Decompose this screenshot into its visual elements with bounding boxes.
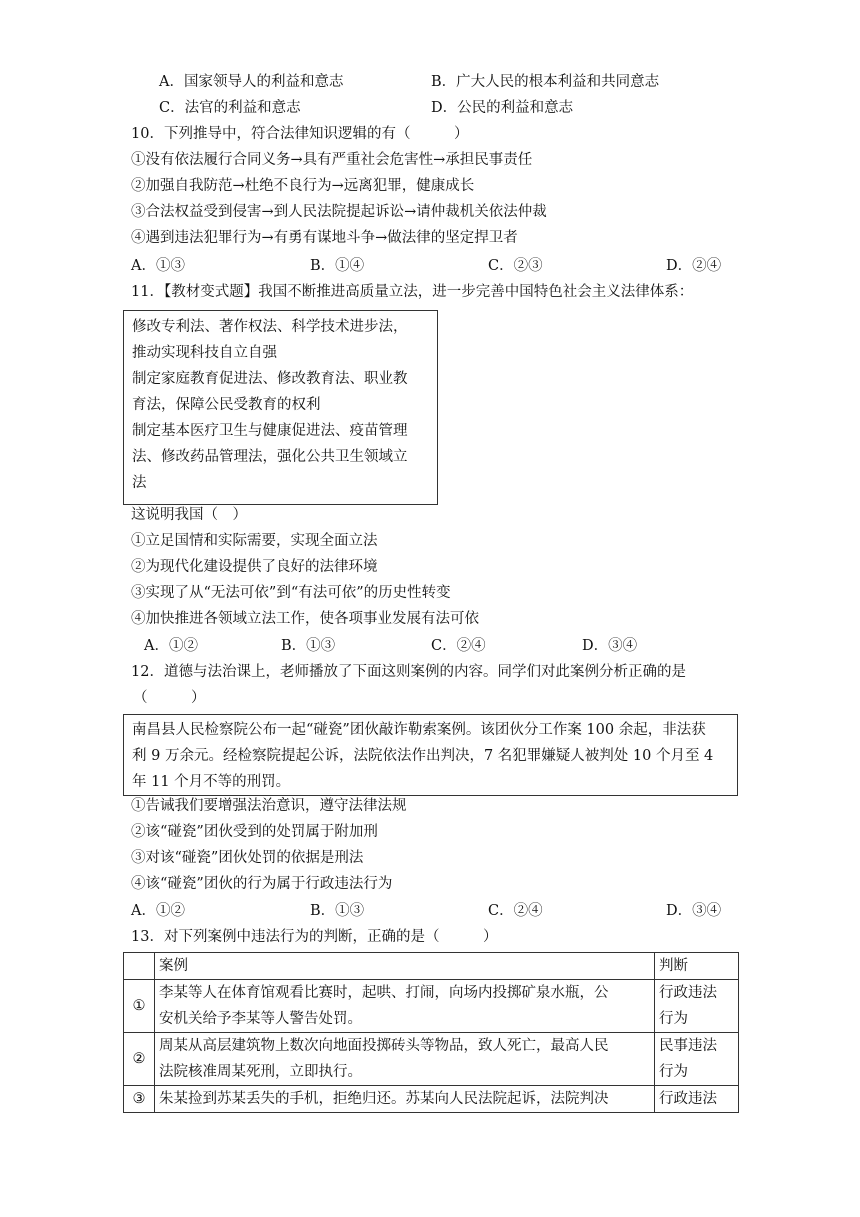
q11-box-line-1: 修改专利法、著作权法、科学技术进步法， [132,319,408,335]
row-case-line: 李某等人在体育馆观看比赛时，起哄、打闹，向场内投掷矿泉水瓶，公 [159,985,609,1001]
q10-stem: 10．下列推导中，符合法律知识逻辑的有（ ） [131,126,469,142]
row-judgement-line: 行政违法 [659,1091,717,1107]
q11-lead: 这说明我国（ ） [131,507,247,523]
q10-option-d: D．②④ [666,258,722,274]
q12-case-box [123,714,738,796]
q13-stem: 13．对下列案例中违法行为的判断，正确的是（ ） [131,929,498,945]
q12-option-d: D．③④ [666,903,722,919]
row-case-line: 法院核准周某死刑，立即执行。 [159,1064,362,1080]
q12-box-line-1: 南昌县人民检察院公布一起“碰瓷”团伙敲诈勒索案例。该团伙分工作案 100 余起，非法获 [132,722,706,738]
q12-option-c: C．②④ [488,903,543,919]
q10-option-a: A．①③ [131,258,185,274]
q11-option-c: C．②④ [431,638,486,654]
row-judgement-line: 行为 [659,1011,688,1027]
q10-item-2: ②加强自我防范→杜绝不良行为→远离犯罪，健康成长 [131,178,475,194]
row-case-line: 朱某捡到苏某丢失的手机，拒绝归还。苏某向人民法院起诉，法院判决 [159,1091,609,1107]
row-judgement-line: 行为 [659,1064,688,1080]
q11-item-2: ②为现代化建设提供了良好的法律环境 [131,559,378,575]
table-row [124,980,739,1033]
row-judgement-line: 民事违法 [659,1038,717,1054]
q12-stem: 12．道德与法治课上，老师播放了下面这则案例的内容。同学们对此案例分析正确的是 [131,664,686,680]
q12-item-4: ④该“碰瓷”团伙的行为属于行政违法行为 [131,876,393,892]
q9-option-d: D．公民的利益和意志 [431,100,574,116]
table-header-judge: 判断 [655,953,739,980]
table-row [124,1086,739,1113]
q12-option-a: A．①② [131,903,185,919]
row-case [155,1086,655,1113]
q11-option-a: A．①② [144,638,198,654]
row-case [155,980,655,1033]
q13-case-table [123,952,739,1113]
q9-option-c: C．法官的利益和意志 [159,100,301,116]
table-header-row [124,953,739,980]
row-case-line: 安机关给予李某等人警告处罚。 [159,1011,362,1027]
table-header-case: 案例 [155,953,655,980]
q10-option-c: C．②③ [488,258,543,274]
q11-box-line-3: 制定家庭教育促进法、修改教育法、职业教 [132,371,408,387]
q12-answer-blank: （ ） [133,690,206,706]
q11-item-1: ①立足国情和实际需要，实现全面立法 [131,533,378,549]
row-judgement [655,1086,739,1113]
table-row [124,1033,739,1086]
q11-stem: 11．【教材变式题】我国不断推进高质量立法，进一步完善中国特色社会主义法律体系： [131,284,694,300]
row-case [155,1033,655,1086]
q12-box-line-2: 利 9 万余元。经检察院提起公诉，法院依法作出判决，7 名犯罪嫌疑人被判处 10 个月至 4 [132,748,714,764]
q11-box-line-2: 推动实现科技自立自强 [132,345,277,361]
q11-box-line-4: 育法，保障公民受教育的权利 [132,397,321,413]
row-number: ③ [124,1086,155,1113]
q11-option-d: D．③④ [582,638,638,654]
row-case-line: 周某从高层建筑物上数次向地面投掷砖头等物品，致人死亡，最高人民 [159,1038,609,1054]
row-judgement [655,980,739,1033]
q10-option-b: B．①④ [310,258,365,274]
row-judgement-line: 行政违法 [659,985,717,1001]
q12-item-2: ②该“碰瓷”团伙受到的处罚属于附加刑 [131,824,378,840]
q11-box-line-6: 法、修改药品管理法，强化公共卫生领域立 [132,449,408,465]
q9-option-a: A．国家领导人的利益和意志 [159,74,344,90]
q9-option-b: B．广大人民的根本利益和共同意志 [431,74,660,90]
q11-item-4: ④加快推进各领域立法工作，使各项事业发展有法可依 [131,611,479,627]
q10-item-3: ③合法权益受到侵害→到人民法院提起诉讼→请仲裁机关依法仲裁 [131,204,547,220]
q11-option-b: B．①③ [281,638,336,654]
q12-item-3: ③对该“碰瓷”团伙处罚的依据是刑法 [131,850,364,866]
q11-item-3: ③实现了从“无法可依”到“有法可依”的历史性转变 [131,585,451,601]
q12-box-line-3: 年 11 个月不等的刑罚。 [132,774,291,790]
q11-box-line-7: 法 [132,475,147,491]
table-header-num [124,953,155,980]
row-judgement [655,1033,739,1086]
q11-legislation-box [123,310,438,505]
q11-box-line-5: 制定基本医疗卫生与健康促进法、疫苗管理 [132,423,408,439]
row-number: ① [124,980,155,1033]
q10-item-4: ④遇到违法犯罪行为→有勇有谋地斗争→做法律的坚定捍卫者 [131,230,518,246]
q12-item-1: ①告诫我们要增强法治意识，遵守法律法规 [131,798,407,814]
row-number: ② [124,1033,155,1086]
q10-item-1: ①没有依法履行合同义务→具有严重社会危害性→承担民事责任 [131,152,533,168]
q12-option-b: B．①③ [310,903,365,919]
